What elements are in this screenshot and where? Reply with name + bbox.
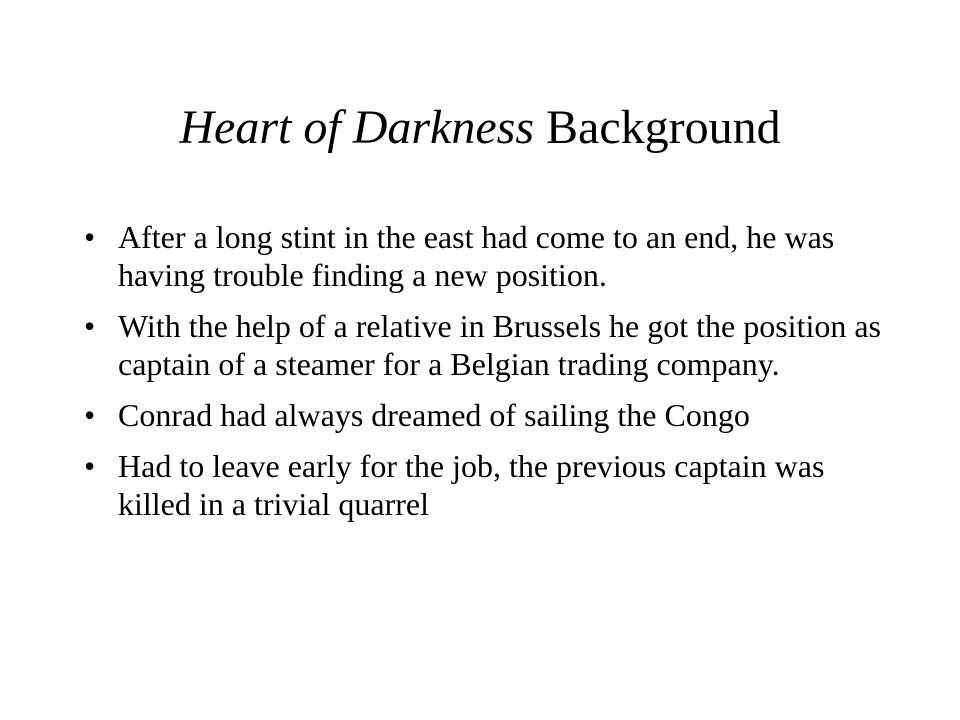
title-italic-part: Heart of Darkness [179,101,535,154]
bullet-item [84,396,884,434]
bullet-item [84,447,884,523]
bullet-icon: • [84,308,96,344]
bullet-icon: • [84,448,96,484]
bullet-item [84,218,884,294]
title-plain-part: Background [534,101,781,154]
bullet-list [84,218,884,536]
bullet-item [84,307,884,383]
bullet-icon: • [84,397,96,433]
bullet-text: Had to leave early for the job, the previous captain was killed in a trivial quarrel [118,448,825,522]
bullet-text: With the help of a relative in Brussels he got the position as captain of a steamer for a Belgian trading company. [118,308,881,382]
bullet-text: After a long stint in the east had come to an end, he was having trouble finding a new position. [118,219,835,293]
bullet-text: Conrad had always dreamed of sailing the Congo [118,397,750,433]
bullet-icon: • [84,219,96,255]
slide-title [0,98,960,158]
